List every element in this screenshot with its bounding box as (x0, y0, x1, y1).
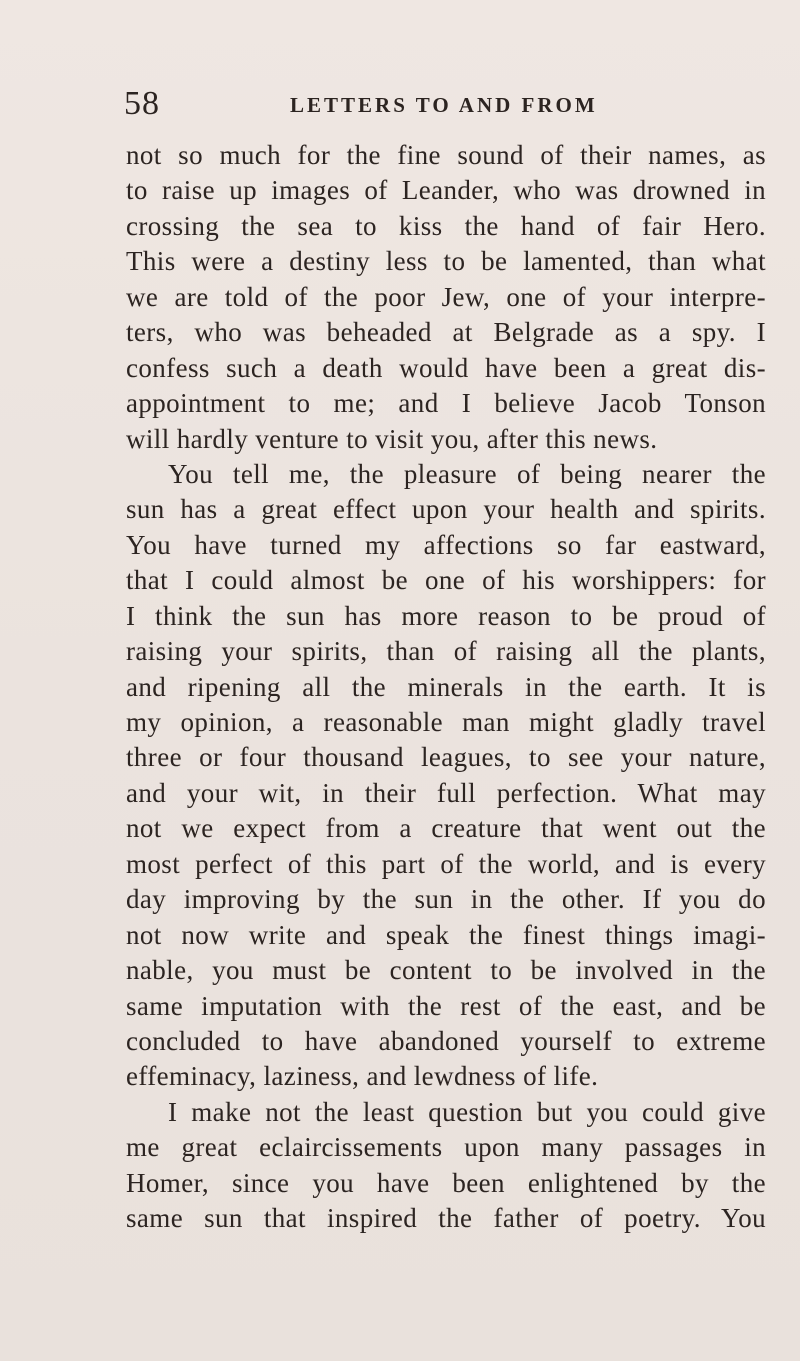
text-line: me great eclaircissements upon many passages in (126, 1132, 766, 1163)
page-number: 58 (124, 85, 160, 122)
text-line: day improving by the sun in the other. If you do (126, 884, 766, 915)
text-line: not so much for the fine sound of their names, as (126, 140, 766, 170)
text-line: raising your spirits, than of raising all the plants, (126, 636, 766, 667)
text-line: confess such a death would have been a great dis- (126, 352, 766, 383)
body-text (126, 138, 766, 1237)
text-line: appointment to me; and I believe Jacob Tonson (126, 388, 766, 419)
text-line: I make not the least question but you could give (168, 1096, 766, 1127)
text-line: and your wit, in their full perfection. What may (126, 777, 766, 808)
text-line: we are told of the poor Jew, one of your interpre- (126, 281, 766, 312)
text-line: three or four thousand leagues, to see your nature, (126, 742, 766, 773)
text-line: will hardly venture to visit you, after this news. (126, 423, 658, 454)
text-line: that I could almost be one of his worshippers: for (126, 565, 766, 596)
text-line: nable, you must be content to be involved in the (126, 955, 766, 986)
text-line: not we expect from a creature that went out the (126, 813, 766, 844)
text-line: Homer, since you have been enlightened by the (126, 1167, 766, 1198)
text-line: sun has a great effect upon your health and spirits. (126, 494, 766, 525)
text-line: same imputation with the rest of the east, and be (126, 990, 766, 1021)
running-head (124, 84, 784, 124)
text-line: concluded to have abandoned yourself to extreme (126, 1025, 766, 1056)
text-line: and ripening all the minerals in the earth. It is (126, 671, 766, 702)
text-line: effeminacy, laziness, and lewdness of life. (126, 1061, 599, 1092)
text-line: You tell me, the pleasure of being nearer the (168, 458, 766, 489)
text-line: not now write and speak the finest things imagi- (126, 919, 766, 950)
text-line: to raise up images of Leander, who was drowned in (126, 175, 766, 206)
text-line: You have turned my affections so far eastward, (126, 529, 766, 560)
text-line: my opinion, a reasonable man might gladly travel (126, 707, 766, 737)
text-line: crossing the sea to kiss the hand of fair Hero. (126, 210, 766, 241)
text-line: most perfect of this part of the world, and is every (126, 848, 766, 879)
text-line: ters, who was beheaded at Belgrade as a spy. I (126, 317, 766, 348)
text-line: same sun that inspired the father of poetry. You (126, 1203, 766, 1234)
text-line: I think the sun has more reason to be proud of (126, 600, 766, 631)
running-title: LETTERS TO AND FROM (290, 93, 598, 117)
text-line: This were a destiny less to be lamented, than what (126, 246, 766, 277)
